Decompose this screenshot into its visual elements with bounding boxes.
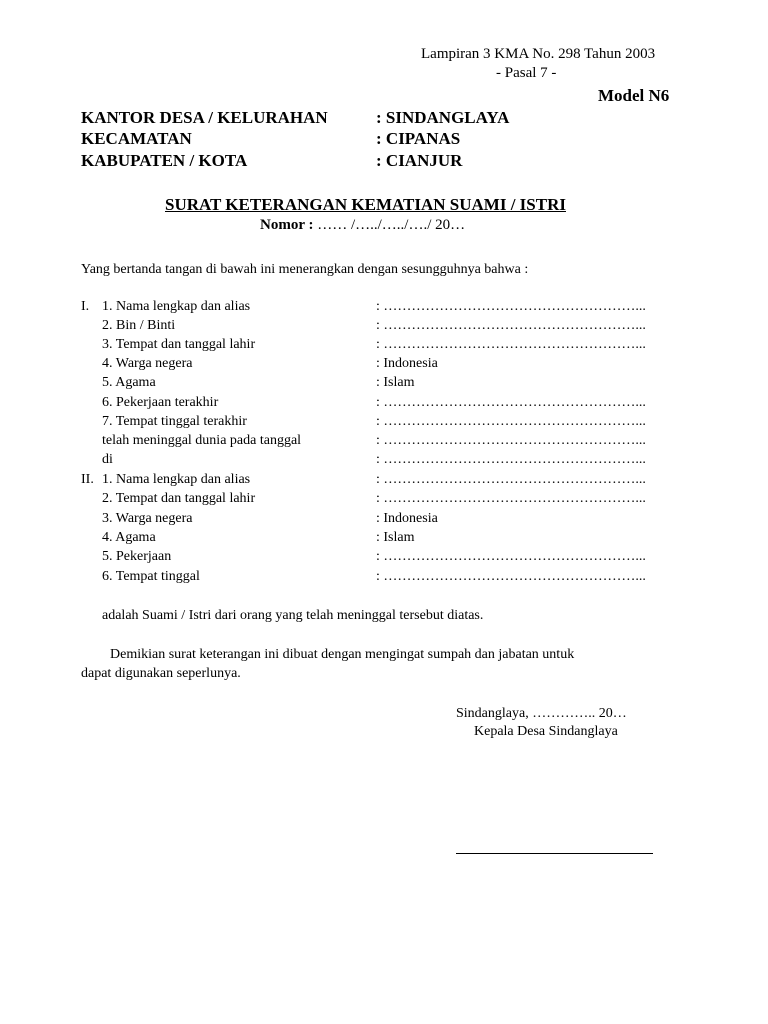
field-value: : ………………………………………………... [376, 452, 646, 467]
section1-row [0, 452, 768, 472]
field-label: telah meninggal dunia pada tanggal [102, 433, 302, 448]
section2-row [0, 549, 768, 569]
article-reference: - Pasal 7 - [496, 65, 557, 81]
section2-row [0, 491, 768, 511]
closing-line-1: Demikian surat keterangan ini dibuat dengan mengingat sumpah dan jabatan untuk [110, 647, 575, 662]
field-label: 2. Bin / Binti [102, 318, 176, 333]
field-label: 5. Pekerjaan [102, 549, 172, 564]
closing-line-2: dapat digunakan seperlunya. [81, 666, 241, 681]
section1-row [0, 356, 768, 376]
field-label: 5. Agama [102, 375, 156, 390]
signature-line [456, 853, 653, 854]
signature-position: Kepala Desa Sindanglaya [474, 724, 618, 739]
field-value: : ………………………………………………... [376, 414, 646, 429]
field-value: : ………………………………………………... [376, 433, 646, 448]
attachment-reference: Lampiran 3 KMA No. 298 Tahun 2003 [421, 46, 656, 62]
section1-row [0, 318, 768, 338]
field-label: 1. Nama lengkap dan alias [102, 299, 251, 314]
field-value: : ………………………………………………... [376, 299, 646, 314]
section2-row [0, 569, 768, 589]
field-label: 3. Tempat dan tanggal lahir [102, 337, 256, 352]
office-value-village: : SINDANGLAYA [376, 108, 510, 127]
office-label-district: KECAMATAN [81, 129, 192, 148]
field-value: : Indonesia [376, 511, 438, 526]
field-value: : ………………………………………………... [376, 472, 646, 487]
section2-row [0, 530, 768, 550]
field-value: : ………………………………………………... [376, 569, 646, 584]
field-label: 1. Nama lengkap dan alias [102, 472, 251, 487]
field-value: : ………………………………………………... [376, 491, 646, 506]
office-value-district: : CIPANAS [376, 129, 461, 148]
document-number [260, 217, 465, 234]
field-label: 4. Agama [102, 530, 156, 545]
section1-row [0, 337, 768, 357]
field-value: : ………………………………………………... [376, 549, 646, 564]
field-label: 2. Tempat dan tanggal lahir [102, 491, 256, 506]
number-label: Nomor : [260, 217, 314, 233]
field-label: di [102, 452, 113, 467]
field-label: 7. Tempat tinggal terakhir [102, 414, 247, 429]
number-value: …… /…../…../…./ 20… [317, 217, 466, 233]
signature-place-date: Sindanglaya, ………….. 20… [456, 706, 627, 721]
statement-text: adalah Suami / Istri dari orang yang telah meninggal tersebut diatas. [102, 608, 484, 623]
model-label: Model N6 [598, 86, 670, 105]
intro-text: Yang bertanda tangan di bawah ini menerangkan dengan sesungguhnya bahwa : [81, 262, 529, 277]
section1-row [0, 299, 768, 319]
office-label-regency: KABUPATEN / KOTA [81, 151, 248, 170]
field-label: 4. Warga negera [102, 356, 193, 371]
field-value: : Indonesia [376, 356, 438, 371]
field-value: : ………………………………………………... [376, 395, 646, 410]
section1-row [0, 433, 768, 453]
field-value: : ………………………………………………... [376, 318, 646, 333]
document-title: SURAT KETERANGAN KEMATIAN SUAMI / ISTRI [165, 195, 566, 214]
field-value: : ………………………………………………... [376, 337, 646, 352]
field-value: : Islam [376, 530, 415, 545]
office-value-regency: : CIANJUR [376, 151, 463, 170]
section1-numeral: I. [81, 299, 90, 314]
field-label: 6. Pekerjaan terakhir [102, 395, 219, 410]
section2-numeral: II. [81, 472, 94, 487]
field-label: 6. Tempat tinggal [102, 569, 200, 584]
field-label: 3. Warga negera [102, 511, 193, 526]
section1-row [0, 375, 768, 395]
section2-row [0, 472, 768, 492]
field-value: : Islam [376, 375, 415, 390]
office-label-village: KANTOR DESA / KELURAHAN [81, 108, 328, 127]
section2-row [0, 511, 768, 531]
section1-row [0, 414, 768, 434]
section1-row [0, 395, 768, 415]
